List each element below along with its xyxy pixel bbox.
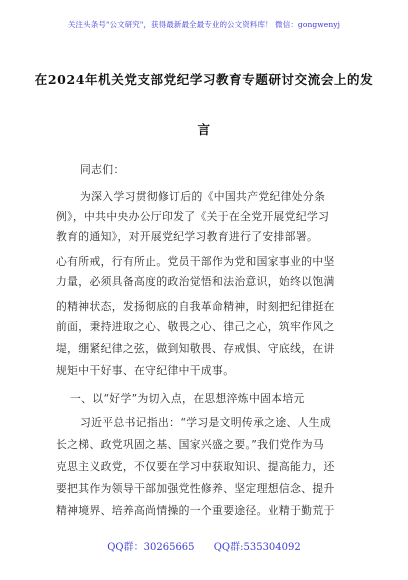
paragraph-line: 习近平总书记指出：“学习是文明传承之途、人生成: [80, 416, 332, 429]
paragraph-line: 的精神状态，发扬彻底的自我革命精神，时刻把纪律挺在: [56, 300, 335, 313]
paragraph-line: 长之梯、政党巩固之基、国家兴盛之要。”我们党作为马: [56, 438, 324, 451]
header-note: 关注头条号"公文研究"，获得最新最全最专业的公文资料库！ 微信：gongwenyj: [67, 20, 341, 29]
paragraph-line: 力量，必须具备高度的政治觉悟和法治意识，始终以饱满: [56, 275, 335, 288]
footer-qq-group-2: QQ群:535304092: [213, 542, 301, 553]
paragraph-line: 要把其作为领导干部加强党性修养、坚定理想信念、提升: [56, 482, 335, 495]
paragraph-line: 前面，秉持进取之心、敬畏之心、律己之心，筑牢作风之: [56, 320, 335, 333]
paragraph-line: 精神境界、培养高尚情操的一个重要途径。业精于勤荒于: [56, 504, 335, 517]
paragraph-line: 堤，绷紧纪律之弦，做到知敬畏、存戒惧、守底线，在讲: [56, 342, 335, 355]
paragraph-line: 心有所戒，行有所止。党员干部作为党和国家事业的中坚: [56, 255, 335, 268]
document-title-line-2: 言: [197, 122, 211, 137]
paragraph-line: 克思主义政党，不仅要在学习中获取知识、提高能力，还: [56, 460, 335, 473]
paragraph-line: 为深入学习贯彻修订后的《中国共产党纪律处分条: [80, 190, 326, 203]
footer-qq-group-1: QQ群：30265665: [107, 542, 195, 553]
salutation: 同志们：: [80, 163, 125, 176]
document-title-line-1: 在2024年机关党支部党纪学习教育专题研讨交流会上的发: [34, 72, 374, 87]
footer-contact: [0, 538, 408, 553]
paragraph-line: 规矩中干好事、在守纪律中干成事。: [56, 364, 235, 377]
paragraph-line: 教育的通知》，对开展党纪学习教育进行了安排部署。: [56, 230, 319, 243]
paragraph-line: 例》，中共中央办公厅印发了《关于在全党开展党纪学习: [56, 210, 330, 223]
section-heading: 一、以“好学”为切入点，在思想淬炼中固本培元: [70, 392, 305, 405]
